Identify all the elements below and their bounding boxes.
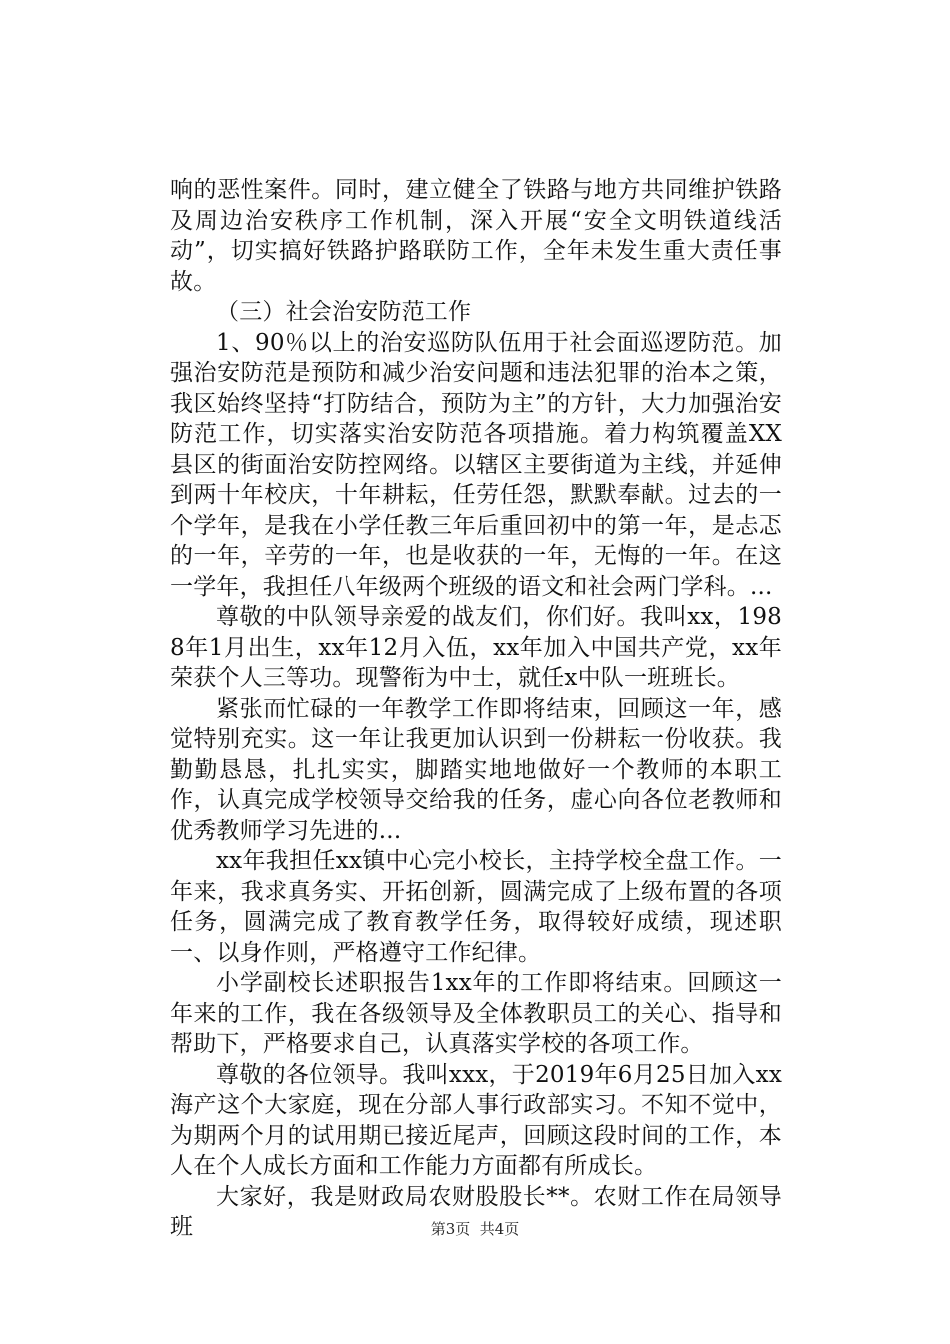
section-heading: （三）社会治安防范工作 [216,299,472,325]
document-body [170,175,782,1243]
paragraph: 紧张而忙碌的一年教学工作即将结束，回顾这一年，感觉特别充实。这一年让我更加认识到一份耕耘一份收获。我勤勤恳恳，扎扎实实，脚踏实地地做好一个教师的本职工作，认真完成学校领导交给我的任务，虚心向各位老教师和优秀教师学习先进的... [170,695,782,844]
paragraph: 1、90％以上的治安巡防队伍用于社会面巡逻防范。加强治安防范是预防和减少治安问题和违法犯罪的治本之策，我区始终坚持“打防结合，预防为主”的方针，大力加强治安防范工作，切实落实治安防范各项措施。着力构筑覆盖XX县区的街面治安防控网络。以辖区主要街道为主线，并延伸到两十年校庆，十年耕耘，任劳任怨，默默奉献。过去的一个学年，是我在小学任教三年后重回初中的第一年，是忐忑的一年，辛劳的一年，也是收获的一年，无悔的一年。在这一学年，我担任八年级两个班级的语文和社会两门学科。... [170,329,782,600]
paragraph: xx年我担任xx镇中心完小校长，主持学校全盘工作。一年来，我求真务实、开拓创新，圆满完成了上级布置的各项任务，圆满完成了教育教学任务，取得较好成绩，现述职一、以身作则，严格遵守工作纪律。 [170,848,782,966]
paragraph: 小学副校长述职报告1xx年的工作即将结束。回顾这一年来的工作，我在各级领导及全体教职员工的关心、指导和帮助下，严格要求自己，认真落实学校的各项工作。 [170,970,782,1057]
paragraph: 尊敬的中队领导亲爱的战友们，你们好。我叫xx，1988年1月出生，xx年12月入伍，xx年加入中国共产党，xx年荣获个人三等功。现警衔为中士，就任x中队一班班长。 [170,604,782,691]
paragraph: 尊敬的各位领导。我叫xxx，于2019年6月25日加入xx海产这个大家庭，现在分部人事行政部实习。不知不觉中，为期两个月的试用期已接近尾声，回顾这段时间的工作，本人在个人成长方面和工作能力方面都有所成长。 [170,1061,782,1179]
paragraph-continuation: 响的恶性案件。同时，建立健全了铁路与地方共同维护铁路及周边治安秩序工作机制，深入开展“安全文明铁道线活动”，切实搞好铁路护路联防工作，全年未发生重大责任事故。 [170,177,782,295]
page-footer: 第3页 共4页 [430,1220,520,1238]
paragraph: 大家好，我是财政局农财股股长**。农财工作在局领导班 [170,1183,782,1240]
